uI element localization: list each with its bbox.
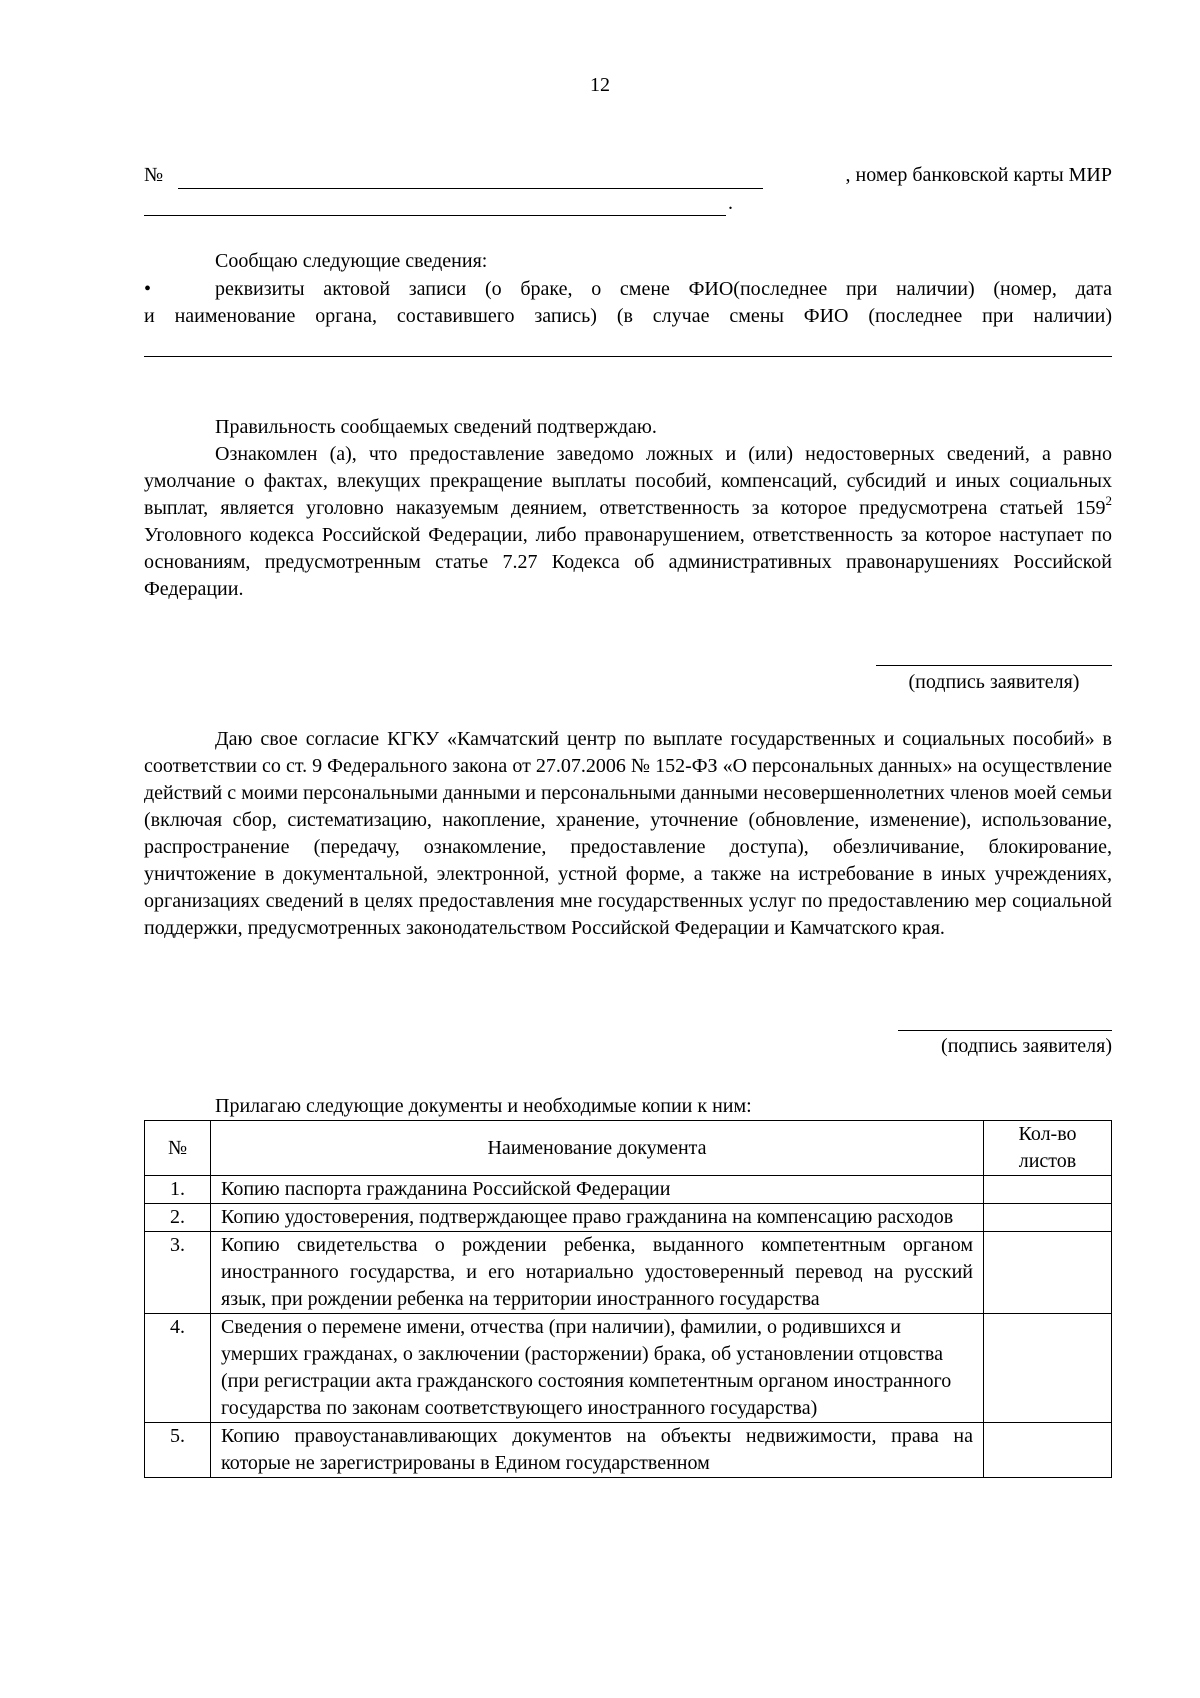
table-row — [145, 1423, 1112, 1478]
table-row — [145, 1232, 1112, 1314]
header-num: № — [145, 1121, 211, 1176]
signature-line-1[interactable] — [876, 665, 1112, 666]
row-num: 2. — [145, 1204, 211, 1232]
signature-line-2[interactable] — [898, 1030, 1112, 1031]
row-name: Копию свидетельства о рождении ребенка, выданного компетентным органом иностранного государства, и его нотариально удостоверенный перевод на русский язык, при рождении ребенка на территории иностранного государства — [211, 1232, 984, 1314]
table-row — [145, 1176, 1112, 1204]
act-record-line[interactable] — [144, 356, 1112, 357]
table-header-row — [145, 1121, 1112, 1176]
confirmation-statement: Правильность сообщаемых сведений подтверждаю. — [215, 416, 657, 438]
documents-table — [144, 1120, 1112, 1478]
table-row — [145, 1204, 1112, 1232]
article-superscript: 2 — [1105, 493, 1112, 508]
card-number-line[interactable] — [144, 215, 726, 216]
bullet-text-line1: реквизиты актовой записи (о браке, о смене ФИО(последнее при наличии) (номер, дата — [215, 278, 1112, 300]
info-intro: Сообщаю следующие сведения: — [215, 250, 488, 272]
signature-label-1: (подпись заявителя) — [908, 671, 1080, 693]
row-count[interactable] — [984, 1423, 1112, 1478]
row-num: 4. — [145, 1314, 211, 1423]
card-line-period: . — [728, 192, 733, 214]
documents-intro: Прилагаю следующие документы и необходимые копии к ним: — [215, 1095, 752, 1117]
row-count[interactable] — [984, 1176, 1112, 1204]
row-num: 5. — [145, 1423, 211, 1478]
row-name: Копию удостоверения, подтверждающее право гражданина на компенсацию расходов — [211, 1204, 984, 1232]
consent-text: Даю свое согласие КГКУ «Камчатский центр по выплате государственных и социальных пособий» в соответствии со ст. 9 Федерального закона от 27.07.2006 № 152-ФЗ «О персональных данных» на осуществление действий с моими персональными данными и персональными данными несовершеннолетних членов моей семьи (включая сбор, систематизацию, накопление, хранение, уточнение (обновление, изменение), использование, распространение (передачу, ознакомление, предоставление доступа), обезличивание, блокирование, уничтожение в документальной, электронной, устной форме, а также на истребование в иных учреждениях, организациях сведений в целях предоставления мне государственных услуг по предоставлению мер социальной поддержки, предусмотренных законодательством Российской Федерации и Камчатского края. — [144, 728, 1112, 939]
row-name: Сведения о перемене имени, отчества (при наличии), фамилии, о родившихся и умерших гражданах, о заключении (расторжении) брака, об установлении отцовства (при регистрации акта гражданского состояния компетентным органом иностранного государства по законам соответствующего иностранного государства) — [211, 1314, 984, 1423]
liability-warning-part2: Уголовного кодекса Российской Федерации, либо правонарушением, ответственность за которое наступает по основаниям, предусмотренным статье 7.27 Кодекса об административных правонарушениях Российской Федерации. — [144, 524, 1112, 600]
table-row — [145, 1314, 1112, 1423]
row-num: 1. — [145, 1176, 211, 1204]
number-sign: № — [144, 164, 164, 186]
bullet-text-line2: и наименование органа, составившего запись) (в случае смены ФИО (последнее при наличии) — [144, 305, 1112, 327]
header-count: Кол-во листов — [984, 1121, 1112, 1176]
row-name: Копию правоустанавливающих документов на объекты недвижимости, права на которые не зарегистрированы в Едином государственном — [211, 1423, 984, 1478]
bullet-marker: • — [144, 278, 152, 300]
account-number-line[interactable] — [178, 188, 763, 189]
header-name: Наименование документа — [211, 1121, 984, 1176]
row-name: Копию паспорта гражданина Российской Федерации — [211, 1176, 984, 1204]
liability-warning — [144, 441, 1112, 603]
row-count[interactable] — [984, 1314, 1112, 1423]
liability-warning-part1: Ознакомлен (а), что предоставление заведомо ложных и (или) недостоверных сведений, а равно умолчание о фактах, влекущих прекращение выплаты пособий, компенсаций, субсидий и иных социальных выплат, является уголовно наказуемым деянием, ответственность за которое предусмотрена статьей 159 — [144, 443, 1112, 519]
row-num: 3. — [145, 1232, 211, 1314]
page-number: 12 — [590, 74, 610, 96]
row-count[interactable] — [984, 1232, 1112, 1314]
signature-label-2: (подпись заявителя) — [941, 1035, 1112, 1057]
card-label: , номер банковской карты МИР — [845, 164, 1112, 186]
row-count[interactable] — [984, 1204, 1112, 1232]
